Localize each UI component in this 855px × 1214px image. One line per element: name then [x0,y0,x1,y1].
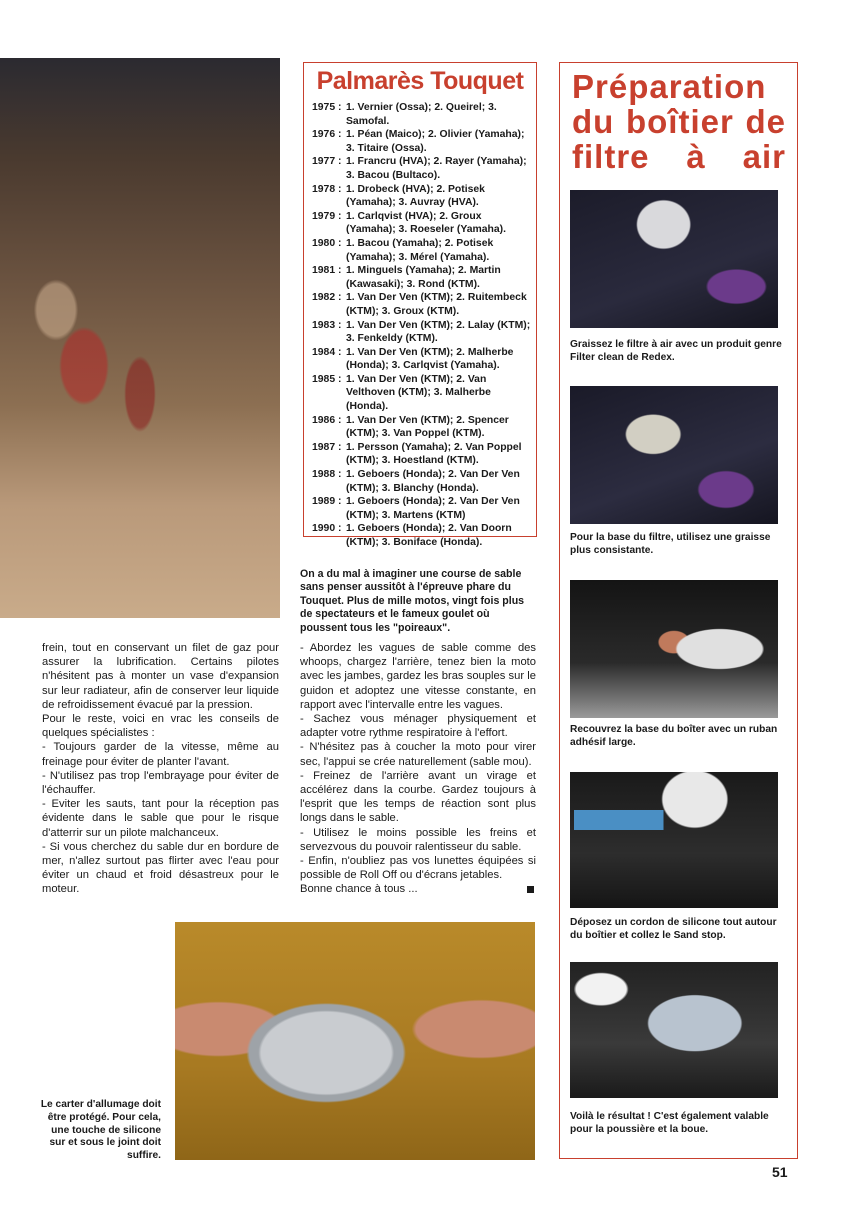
palmares-entry [312,155,532,182]
body-paragraph: - N'hésitez pas à coucher la moto pour virer sec, l'appui se crée naturellement (sable mou). [300,741,536,768]
body-paragraph: - Sachez vous ménager physiquement et adapter votre rythme respiratoire à l'effort. [300,713,536,740]
body-paragraph: - N'utilisez pas trop l'embrayage pour éviter de l'échauffer. [42,769,279,797]
middle-text-column [300,641,536,897]
palmares-entry [312,441,532,468]
palmares-result: 1. Péan (Maico); 2. Olivier (Yamaha); 3. Titaire (Ossa). [346,129,525,154]
sand-race-photo [0,58,280,618]
palmares-entry [312,414,532,441]
body-paragraph: - Eviter les sauts, tant pour la réception pas évidente dans le sable que pour le risque d'atterrir sur un pilote malchanceux. [42,798,279,839]
palmares-result: 1. Drobeck (HVA); 2. Potisek (Yamaha); 3. Auvray (HVA). [346,183,485,209]
body-paragraph: - Freinez de l'arrière avant un virage et accélérez dans la courbe. Gardez toujours à l'esprit que les temps de réaction sont plus longs dans le sable. [300,769,536,825]
palmares-year: 1982 : [312,292,342,304]
palmares-year: 1980 : [312,237,342,249]
step-caption-3: Recouvrez la base du boîter avec un ruban adhésif large. [570,724,778,748]
palmares-year: 1983 : [312,319,342,331]
step-photo-3 [570,580,778,718]
palmares-entry [312,183,532,210]
palmares-box [303,62,537,548]
palmares-result: 1. Bacou (Yamaha); 2. Potisek (Yamaha); 3. Mérel (Yamaha). [346,237,494,263]
intro-paragraph: On a du mal à imaginer une course de sable sans penser aussitôt à l'épreuve phare du Touquet. Plus de mille motos, vingt fois plus de spectateurs et le fameux goulet où poussent tous les "poireaux". [300,568,525,634]
ignition-cover-photo [175,922,535,1160]
palmares-entry [312,291,532,318]
preparation-title [572,69,786,174]
palmares-year: 1976 : [312,129,342,141]
palmares-year: 1975 : [312,102,342,113]
end-mark-icon [527,886,534,893]
palmares-result: 1. Van Der Ven (KTM); 2. Ruitembeck (KTM); 3. Groux (KTM). [346,292,527,317]
ignition-cover-caption: Le carter d'allumage doit être protégé. Pour cela, une touche de silicone sur et sous le joint doit suffire. [40,1099,161,1162]
palmares-result: 1. Carlqvist (HVA); 2. Groux (Yamaha); 3. Roeseler (Yamaha). [346,210,506,236]
palmares-result: 1. Vernier (Ossa); 2. Queirel; 3. Samofal. [346,102,497,127]
palmares-list [312,101,532,550]
preparation-title-line: Préparation [572,68,767,105]
preparation-title-line: filtre à air [572,138,786,175]
palmares-entry [312,346,532,373]
palmares-entry [312,264,532,291]
body-paragraph: Pour le reste, voici en vrac les conseils de quelques spécialistes : [42,713,279,740]
palmares-result: 1. Geboers (Honda); 2. Van Der Ven (KTM); 3. Blanchy (Honda). [346,469,520,494]
palmares-result: 1. Geboers (Honda); 2. Van Der Ven (KTM); 3. Martens (KTM) [346,496,520,521]
palmares-result: 1. Van Der Ven (KTM); 2. Van Velthoven (KTM); 3. Malherbe (Honda). [346,373,491,413]
preparation-title-line: du boîtier de [572,103,786,140]
palmares-year: 1988 : [312,469,342,481]
body-paragraph: - Toujours garder de la vitesse, même au freinage pour éviter de planter l'avant. [42,741,279,768]
palmares-entry [312,210,532,237]
palmares-result: 1. Francru (HVA); 2. Rayer (Yamaha); 3. Bacou (Bultaco). [346,156,527,181]
palmares-year: 1990 : [312,523,342,535]
palmares-year: 1981 : [312,265,342,277]
palmares-entry [312,522,532,549]
palmares-year: 1979 : [312,210,342,222]
palmares-entry [312,101,532,128]
closing-line: Bonne chance à tous ... [300,883,418,896]
step-caption-2: Pour la base du filtre, utilisez une graisse plus consistante. [570,532,771,556]
step-photo-1 [570,190,778,328]
step-photo-2 [570,386,778,524]
palmares-year: 1978 : [312,183,342,195]
palmares-year: 1984 : [312,346,342,358]
step-caption-4: Déposez un cordon de silicone tout autour du boîtier et collez le Sand stop. [570,917,777,941]
palmares-year: 1986 : [312,414,342,426]
step-photo-4 [570,772,778,908]
palmares-result: 1. Minguels (Yamaha); 2. Martin (Kawasaki); 3. Rond (KTM). [346,265,501,290]
page-number: 51 [772,1164,788,1180]
step-caption-1: Graissez le filtre à air avec un produit genre Filter clean de Redex. [570,339,782,363]
palmares-result: 1. Van Der Ven (KTM); 2. Spencer (KTM); 3. Van Poppel (KTM). [346,414,509,440]
palmares-result: 1. Persson (Yamaha); 2. Van Poppel (KTM); 3. Hoestland (KTM). [346,441,522,467]
palmares-year: 1977 : [312,156,342,168]
palmares-entry [312,319,532,346]
palmares-entry [312,495,532,522]
step-caption-5: Voilà le résultat ! C'est également valable pour la poussière et la boue. [570,1111,769,1135]
palmares-result: 1. Van Der Ven (KTM); 2. Lalay (KTM); 3. Fenkeldy (KTM). [346,319,531,345]
palmares-year: 1989 : [312,496,342,508]
body-paragraph: frein, tout en conservant un filet de gaz pour assurer la lubrification. Certains pilotes n'hésitent pas à monter un vase d'expansion sur leur radiateur, afin de conserver leur liquide de refroidissement évacué par la pression. [42,642,279,711]
body-paragraph: - Abordez les vagues de sable comme des whoops, chargez l'arrière, tenez bien la moto avec les jambes, gardez les bras souples sur le guidon et adoptez une vitesse constante, en rapport avec l'intervalle entre les vagues. [300,642,536,711]
left-text-column [42,641,279,897]
palmares-entry [312,373,532,414]
step-photo-5 [570,962,778,1098]
body-paragraph [300,882,536,896]
body-paragraph: - Utilisez le moins possible les freins et servezvous du pouvoir ralentisseur du sable. [300,826,536,853]
body-paragraph: - Si vous cherchez du sable dur en bordure de mer, n'allez surtout pas flirter avec l'eau pour éviter un chaud et froid désastreux pour le moteur. [42,840,279,896]
palmares-year: 1985 : [312,373,342,385]
palmares-year: 1987 : [312,441,342,453]
palmares-result: 1. Geboers (Honda); 2. Van Doorn (KTM); 3. Boniface (Honda). [346,523,512,548]
palmares-result: 1. Van Der Ven (KTM); 2. Malherbe (Honda); 3. Carlqvist (Yamaha). [346,346,514,372]
palmares-title: Palmarès Touquet [316,67,524,95]
palmares-entry [312,468,532,495]
palmares-entry [312,237,532,264]
body-paragraph: - Enfin, n'oubliez pas vos lunettes équipées si possible de Roll Off ou d'écrans jetables. [300,855,536,882]
palmares-entry [312,128,532,155]
